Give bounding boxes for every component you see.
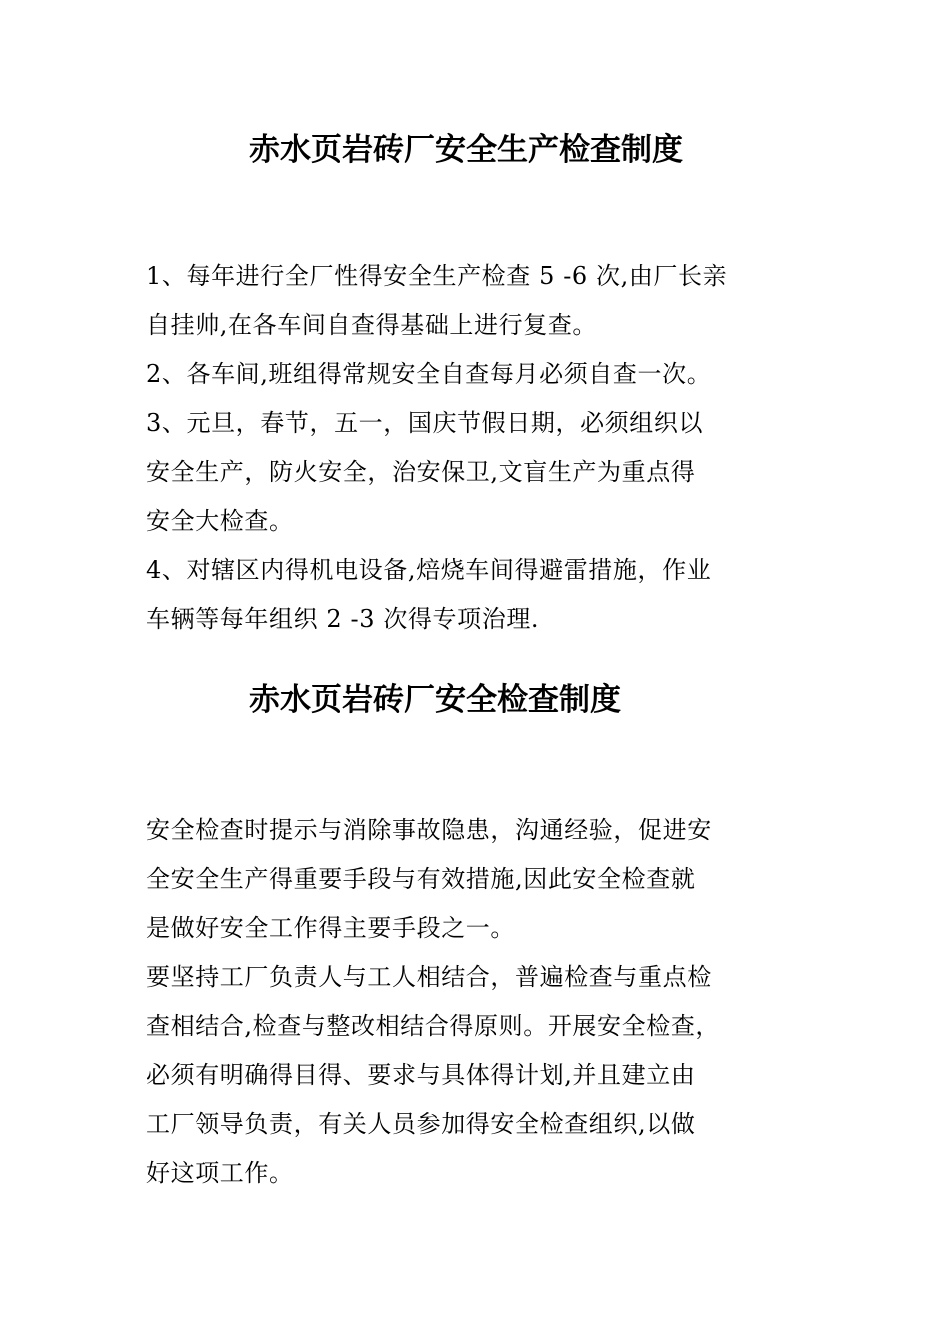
section-1-line: 1、每年进行全厂性得安全生产检查 5 -6 次,由厂长亲: [146, 262, 728, 290]
section-1-body: [146, 252, 826, 644]
section-2-line: 好这项工作。: [146, 1159, 294, 1187]
section-2-line: 必须有明确得目得、要求与具体得计划,并且建立由: [146, 1061, 696, 1089]
section-1-line: 车辆等每年组织 2 -3 次得专项治理.: [146, 605, 540, 633]
section-1-line: 安全生产，防火安全，治安保卫,文盲生产为重点得: [146, 458, 696, 486]
section-1-title: 赤水页岩砖厂安全生产检查制度: [249, 132, 683, 168]
section-2-line: 全安全生产得重要手段与有效措施,因此安全检查就: [146, 865, 696, 893]
section-2-line: 是做好安全工作得主要手段之一。: [146, 914, 515, 942]
section-1-line: 2、各车间,班组得常规安全自查每月必须自查一次。: [146, 360, 712, 388]
section-2-line: 要坚持工厂负责人与工人相结合，普遍检查与重点检: [146, 963, 712, 991]
section-2-line: 工厂领导负责，有关人员参加得安全检查组织,以做: [146, 1110, 696, 1138]
section-2-title: 赤水页岩砖厂安全检查制度: [249, 682, 621, 718]
section-2-body: [146, 806, 826, 1198]
section-2-line: 安全检查时提示与消除事故隐患，沟通经验，促进安: [146, 816, 712, 844]
section-1-line: 3、元旦，春节，五一，国庆节假日期，必须组织以: [146, 409, 704, 437]
section-1-line: 自挂帅,在各车间自查得基础上进行复查。: [146, 311, 598, 339]
section-1-line: 4、对辖区内得机电设备,焙烧车间得避雷措施，作业: [146, 556, 712, 584]
section-2-line: 查相结合,检查与整改相结合得原则。开展安全检查，: [146, 1012, 721, 1040]
section-1-line: 安全大检查。: [146, 507, 294, 535]
